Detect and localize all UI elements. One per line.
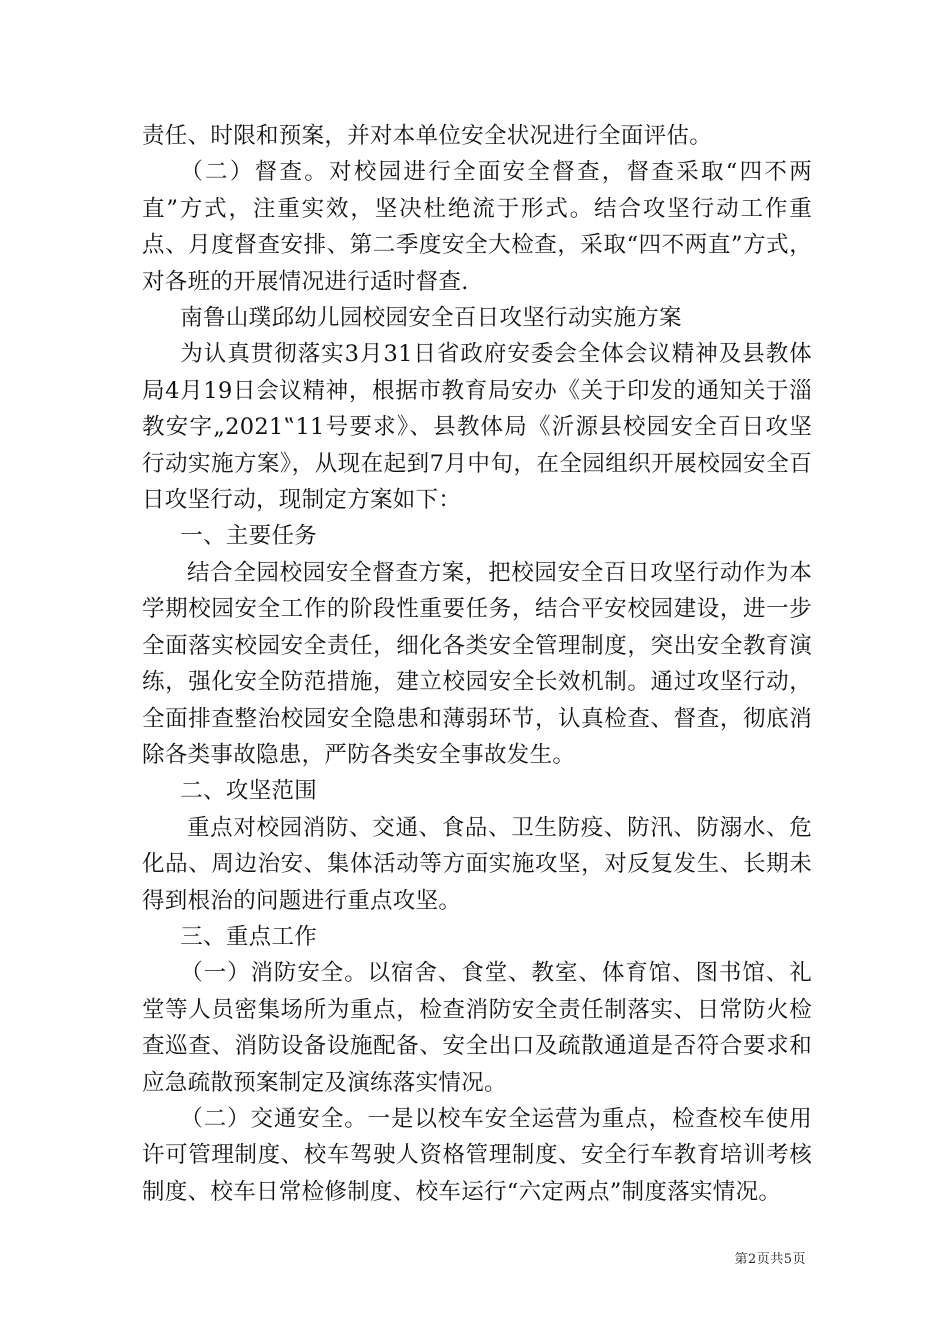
paragraph-introduction: 为认真贯彻落实3月31日省政府安委会全体会议精神及县教体局4月19日会议精神，根据市教育局安办《关于印发的通知关于淄教安字„2021‟11号要求》、县教体局《沂源县校园安全百日攻坚行动实施方案》，从现在起到7月中旬，在全园组织开展校园安全百日攻坚行动，现制定方案如下： <box>142 341 812 514</box>
section-heading-scope: 二、攻坚范围 <box>180 778 318 805</box>
paragraph-scope: 重点对校园消防、交通、食品、卫生防疫、防汛、防溺水、危化品、周边治安、集体活动等方面实施攻坚，对反复发生、长期未得到根治的问题进行重点攻坚。 <box>142 814 812 914</box>
paragraph-responsibility: 责任、时限和预案，并对本单位安全状况进行全面评估。 <box>142 123 713 149</box>
section-heading-main-tasks: 一、主要任务 <box>180 523 318 550</box>
document-body <box>142 118 812 1210</box>
paragraph-fire-safety: （一）消防安全。以宿舍、食堂、教室、体育馆、图书馆、礼堂等人员密集场所为重点，检查消防安全责任制落实、日常防火检查巡查、消防设备设施配备、安全出口及疏散通道是否符合要求和应急疏散预案制定及演练落实情况。 <box>142 960 812 1096</box>
paragraph-traffic-safety: （二）交通安全。一是以校车安全运营为重点，检查校车使用许可管理制度、校车驾驶人资格管理制度、安全行车教育培训考核制度、校车日常检修制度、校车运行“六定两点”制度落实情况。 <box>142 1105 812 1205</box>
page-number: 第2页共5页 <box>734 1252 806 1267</box>
document-title: 南鲁山璞邱幼儿园校园安全百日攻坚行动实施方案 <box>180 305 682 332</box>
paragraph-main-tasks: 结合全园校园安全督查方案，把校园安全百日攻坚行动作为本学期校园安全工作的阶段性重要任务，结合平安校园建设，进一步全面落实校园安全责任，细化各类安全管理制度，突出安全教育演练，强化安全防范措施，建立校园安全长效机制。通过攻坚行动，全面排查整治校园安全隐患和薄弱环节，认真检查、督查，彻底消除各类事故隐患，严防各类安全事故发生。 <box>142 559 812 768</box>
paragraph-supervision: （二）督查。对校园进行全面安全督查，督查采取“四不两直”方式，注重实效，坚决杜绝流于形式。结合攻坚行动工作重点、月度督查安排、第二季度安全大检查，采取“四不两直”方式，对各班的开展情况进行适时督查. <box>142 159 812 295</box>
section-heading-key-work: 三、重点工作 <box>180 923 318 950</box>
